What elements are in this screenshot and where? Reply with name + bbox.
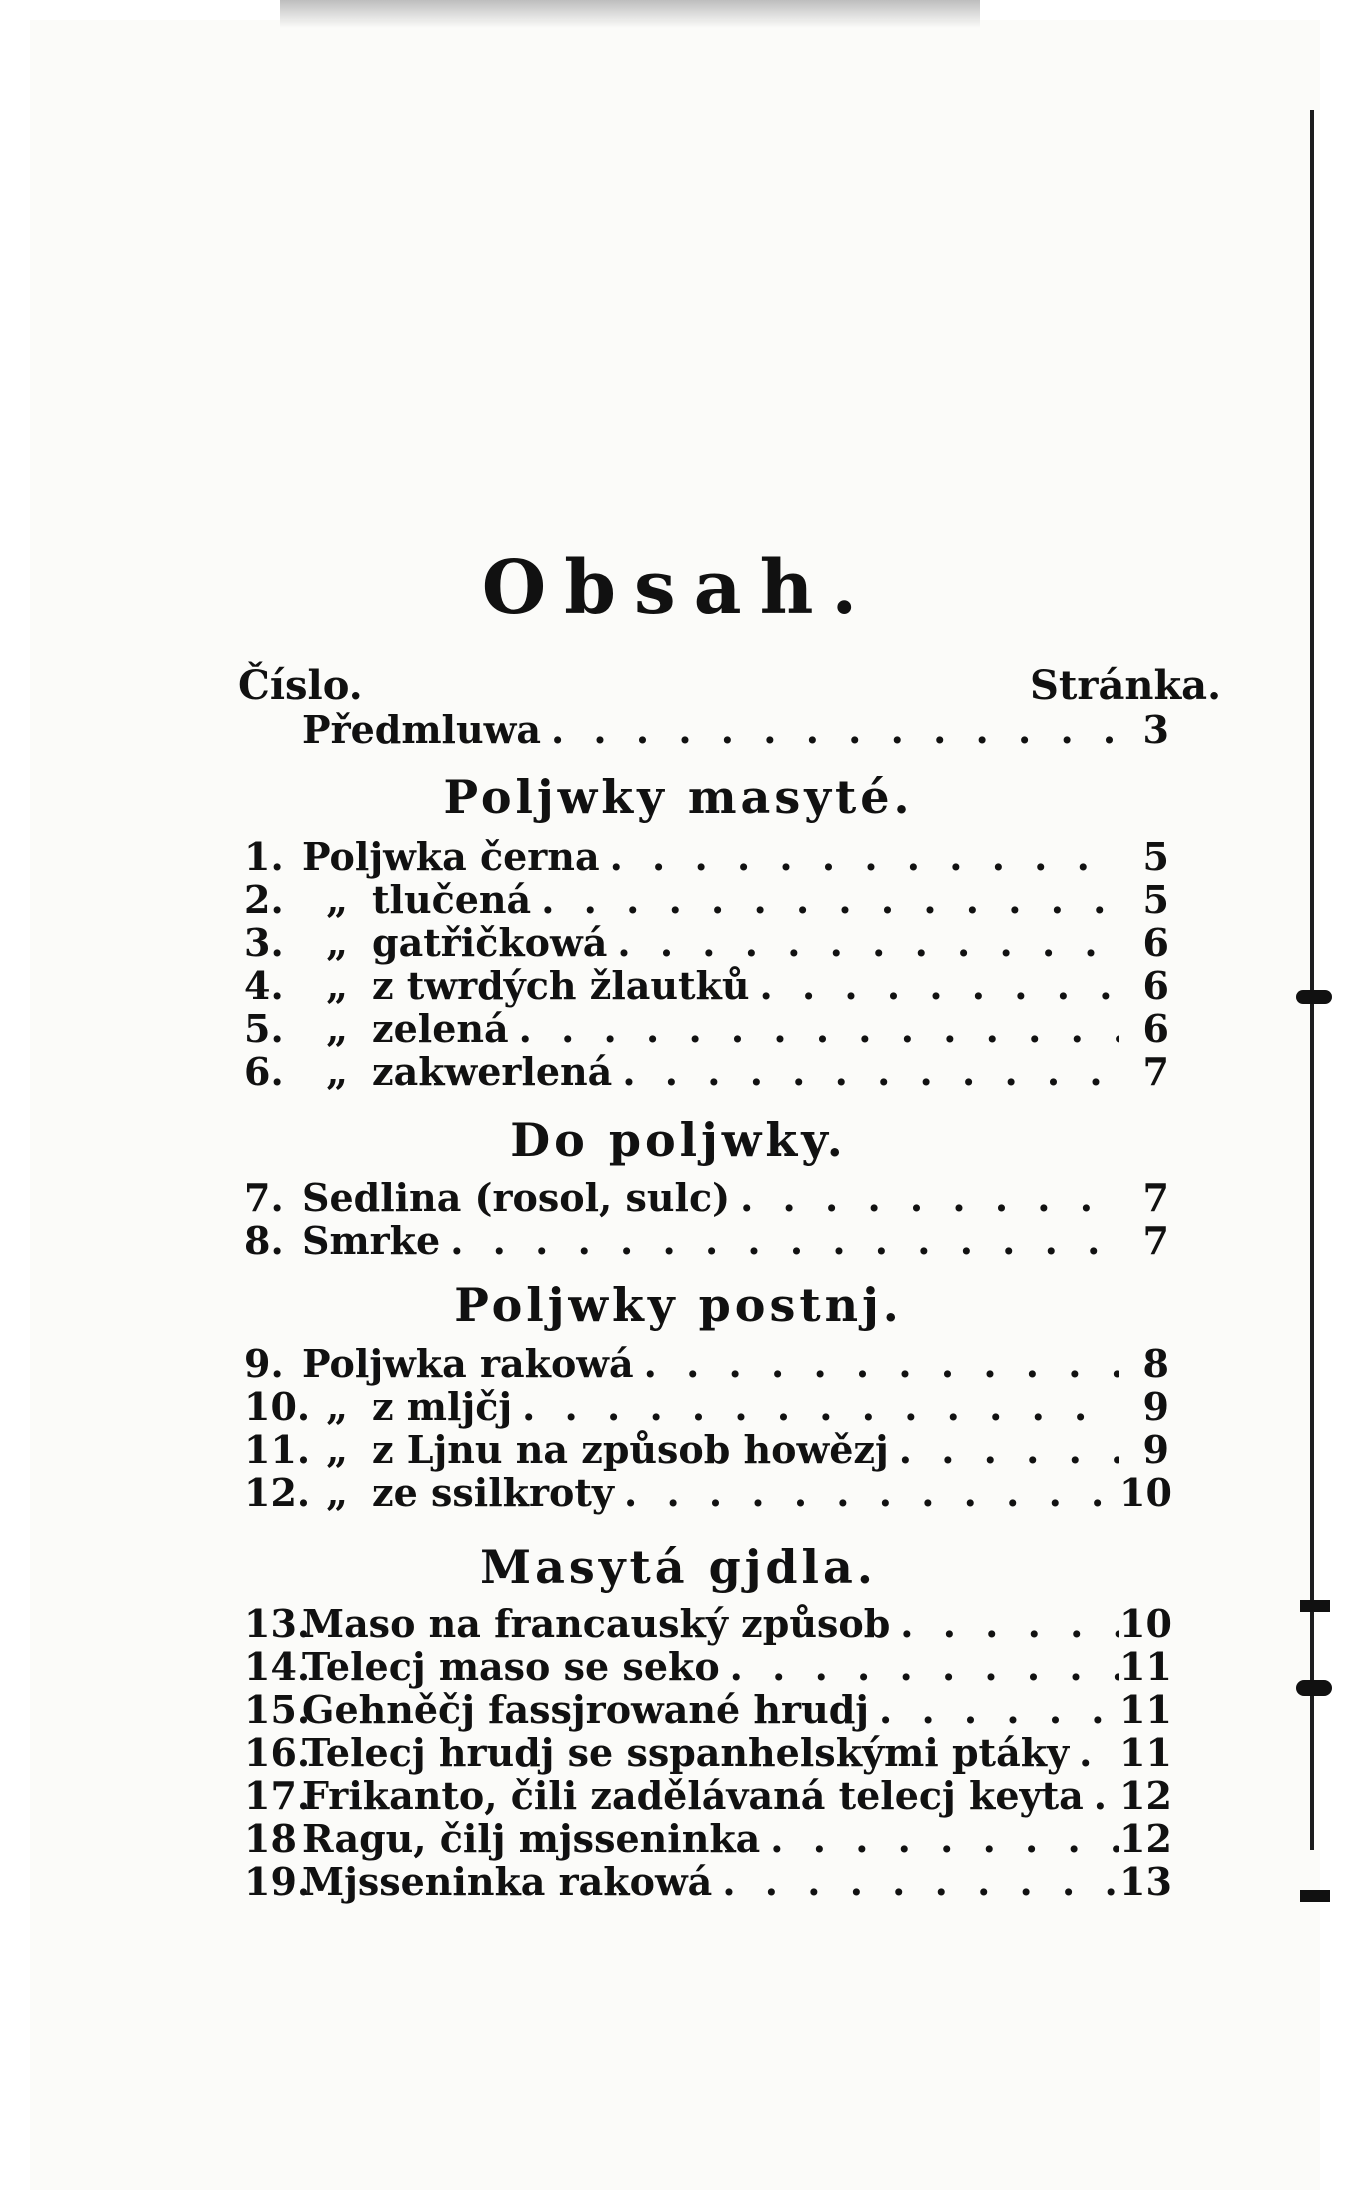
leader-dots [541,708,1119,752]
toc-entry-number: 3. [244,920,284,965]
toc-entry-text: gatřičkowá [372,920,608,965]
ditto-mark: „ [326,963,348,1008]
toc-entry-text: ze ssilkroty [372,1470,614,1515]
toc-entry-text: Mjsseninka rakowá [302,1859,713,1904]
toc-row [244,1050,1169,1094]
toc-entry-number: 6. [244,1049,284,1094]
ditto-mark: „ [326,1470,348,1515]
leader-dots [509,1007,1119,1051]
toc-entry-number: 14. [244,1644,311,1689]
ditto-mark: „ [326,1049,348,1094]
binding-mark [1296,990,1332,1004]
leader-dots [750,964,1119,1008]
leader-dots [869,1688,1119,1732]
toc-entry-number: 8. [244,1218,284,1263]
leader-dots [760,1817,1119,1861]
toc-entry-number: 1. [244,834,284,879]
binding-mark [1300,1890,1330,1902]
ditto-mark: „ [326,1384,348,1429]
toc-page-number: 7 [1142,1175,1169,1220]
toc-page-number: 11 [1119,1730,1172,1775]
leader-dots [614,1471,1119,1515]
leader-dots [600,835,1119,879]
toc-entry-text: zakwerlená [372,1049,613,1094]
toc-entry-text: zelená [372,1006,509,1051]
toc-page-number: 6 [1142,1006,1169,1051]
toc-page-number: 11 [1119,1687,1172,1732]
toc-page-number: 10 [1119,1601,1172,1646]
toc-entry-text: Poljwka rakowá [302,1341,634,1386]
toc-entry-text: z twrdých žlautků [372,963,750,1008]
binding-mark [1296,1680,1332,1696]
toc-entry-number: 13. [244,1601,311,1646]
leader-dots [889,1428,1119,1472]
toc-row [244,1601,1172,1646]
toc-page-number: 5 [1142,834,1169,879]
toc-row [244,1007,1169,1051]
toc-row [244,1687,1172,1732]
toc-entry-number: 15. [244,1687,311,1732]
toc-page-number: 5 [1142,877,1169,922]
toc-page-number: 10 [1119,1470,1172,1515]
toc-row [244,878,1169,922]
toc-entry-number: 4. [244,963,284,1008]
toc-entry-text: Telecj maso se seko [302,1644,720,1689]
toc-entry-text: Poljwka černa [302,834,600,879]
toc-entry-number: 11. [244,1427,311,1472]
leader-dots [720,1645,1119,1689]
toc-entry-number: 19. [244,1859,311,1904]
toc-entry-number: 2. [244,877,284,922]
toc-row [244,1428,1169,1472]
toc-entry-number: 12. [244,1470,311,1515]
toc-entry-text: Frikanto, čili zadělávaná telecj keyta [302,1773,1084,1818]
page-title: Obsah. [481,545,876,631]
ditto-mark: „ [326,920,348,965]
leader-dots [712,1860,1119,1904]
toc-row [244,964,1169,1008]
toc-page-number: 13 [1119,1859,1172,1904]
toc-entry-text: Telecj hrudj se sspanhelskými ptáky [302,1730,1070,1775]
toc-page-number: 6 [1142,963,1169,1008]
toc-page-number: 6 [1142,920,1169,965]
ditto-mark: „ [326,1427,348,1472]
toc-entry-text: Smrke [302,1218,441,1263]
toc-row [244,1342,1169,1386]
section-heading: Poljwky postnj. [454,1278,903,1332]
section-heading: Masytá gjdla. [480,1540,877,1594]
toc-entry-text: z mljčj [372,1384,513,1429]
toc-entry-text: Předmluwa [302,707,541,752]
leader-dots [634,1342,1119,1386]
leader-dots [612,1050,1119,1094]
toc-row [244,835,1169,879]
leader-dots [512,1385,1119,1429]
toc-entry-text: Maso na francauský způsob [302,1601,891,1646]
leader-dots [730,1176,1119,1220]
toc-entry-text: Gehněčj fassjrowané hrudj [302,1687,870,1732]
toc-row [244,1773,1172,1818]
column-header-number: Číslo. [238,662,363,709]
toc-page-number: 9 [1142,1427,1169,1472]
toc-entry-number: 17. [244,1773,311,1818]
binding-mark [1300,1600,1330,1612]
toc-page-number: 9 [1142,1384,1169,1429]
toc-row [244,1816,1172,1861]
toc-row [244,1219,1169,1263]
toc-row [244,1176,1169,1220]
toc-entry-number: 9. [244,1341,284,1386]
leader-dots [1084,1774,1119,1818]
scan-shadow [280,0,980,28]
toc-page-number: 12 [1119,1816,1172,1861]
section-heading: Do poljwky. [510,1113,847,1167]
toc-row [244,1859,1172,1904]
toc-row [244,921,1169,965]
ditto-mark: „ [326,877,348,922]
leader-dots [607,921,1119,965]
toc-entry-number: 16. [244,1730,311,1775]
toc-row [244,1470,1172,1515]
toc-entry-text: Ragu, čilj mjsseninka [302,1816,761,1861]
toc-page-number: 8 [1142,1341,1169,1386]
column-header-page: Stránka. [1030,662,1221,709]
leader-dots [1069,1731,1119,1775]
toc-page-number: 12 [1119,1773,1172,1818]
toc-entry-text: Sedlina (rosol, sulc) [302,1175,731,1220]
toc-entry-text: z Ljnu na způsob howězj [372,1427,889,1472]
toc-page-number: 7 [1142,1049,1169,1094]
leader-dots [531,878,1119,922]
section-heading: Poljwky masyté. [443,770,914,824]
toc-entry-number: 18 [244,1816,297,1861]
toc-row [244,1644,1172,1689]
ditto-mark: „ [326,1006,348,1051]
toc-row [244,1385,1169,1429]
toc-page-number: 7 [1142,1218,1169,1263]
toc-page-number: 3 [1142,707,1169,752]
leader-dots [440,1219,1119,1263]
toc-entry-text: tlučená [372,877,532,922]
toc-row-preface [244,708,1169,752]
toc-row [244,1730,1172,1775]
toc-entry-number: 7. [244,1175,284,1220]
toc-page-number: 11 [1119,1644,1172,1689]
leader-dots [890,1602,1119,1646]
toc-entry-number: 10. [244,1384,311,1429]
toc-entry-number: 5. [244,1006,284,1051]
